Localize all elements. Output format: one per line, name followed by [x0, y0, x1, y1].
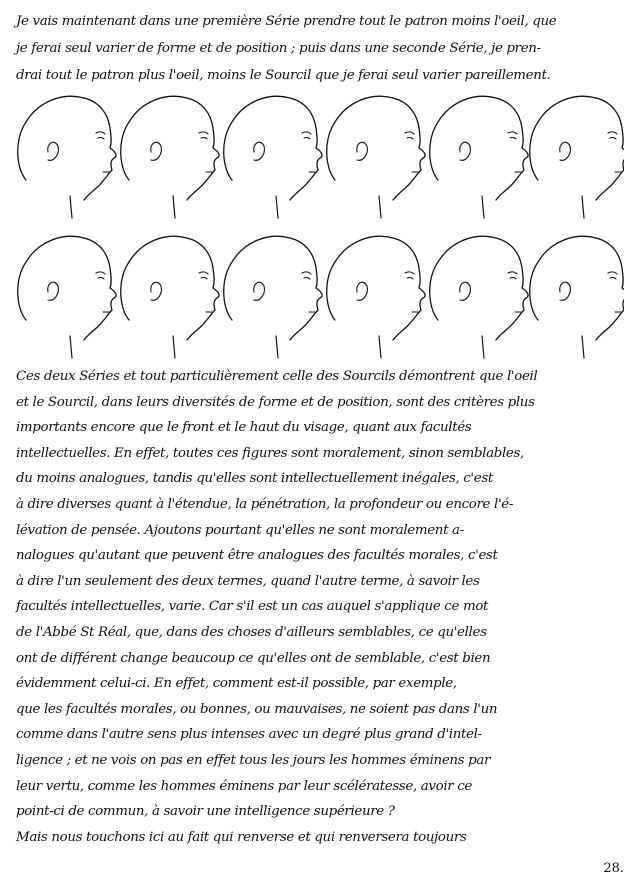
body-line: et le Sourcil, dans leurs diversités de forme et de position, sont des critères plus — [16, 394, 535, 410]
body-line: à dire l'un seulement des deux termes, quand l'autre terme, à savoir les — [16, 573, 480, 589]
page-number: 28. — [603, 861, 624, 876]
intro-line: je ferai seul varier de forme et de position ; puis dans une seconde Série, je pren- — [16, 41, 541, 56]
body-line: lévation de pensée. Ajoutons pourtant qu'elles ne sont moralement a- — [16, 522, 464, 538]
profile-sketch — [430, 236, 528, 358]
profile-sketch — [121, 96, 219, 218]
sketch-row-top — [18, 96, 624, 218]
body-line: nalogues qu'autant que peuvent être analogues des facultés morales, c'est — [16, 548, 498, 564]
profile-sketch — [530, 236, 624, 358]
intro-line: drai tout le patron plus l'oeil, moins le Sourcil que je ferai seul varier pareillement. — [16, 68, 551, 83]
body-line: comme dans l'autre sens plus intenses avec un degré plus grand d'intel- — [16, 727, 482, 743]
profile-sketch — [530, 96, 624, 218]
body-line: évidemment celui-ci. En effet, comment est-il possible, par exemple, — [16, 676, 457, 692]
body-line: importants encore que le front et le haut du visage, quant aux facultés — [16, 420, 472, 436]
profile-sketch — [327, 96, 425, 218]
profile-sketch — [18, 236, 116, 358]
profile-sketch — [224, 236, 322, 358]
body-line: point-ci de commun, à savoir une intelligence supérieure ? — [16, 804, 395, 820]
body-line: intellectuelles. En effet, toutes ces figures sont moralement, sinon semblables, — [16, 445, 524, 461]
body-line: à dire diverses quant à l'étendue, la pénétration, la profondeur ou encore l'é- — [16, 496, 514, 512]
profile-sketch — [430, 96, 528, 218]
body-line: de l'Abbé St Réal, que, dans des choses d'ailleurs semblables, ce qu'elles — [16, 624, 487, 640]
intro-paragraph — [16, 8, 628, 89]
profile-sketches — [12, 84, 624, 364]
intro-line: Je vais maintenant dans une première Série prendre tout le patron moins l'oeil, que — [16, 14, 557, 29]
profile-sketch — [18, 96, 116, 218]
body-line: que les facultés morales, ou bonnes, ou mauvaises, ne soient pas dans l'un — [16, 701, 498, 717]
body-line: facultés intellectuelles, varie. Car s'il est un cas auquel s'applique ce mot — [16, 599, 489, 615]
body-line: ont de différent change beaucoup ce qu'elles ont de semblable, c'est bien — [16, 650, 491, 666]
body-line: Mais nous touchons ici au fait qui renverse et qui renversera toujours — [16, 829, 467, 845]
body-paragraph — [16, 364, 628, 850]
profile-sketch — [224, 96, 322, 218]
body-line: Ces deux Séries et tout particulièrement celle des Sourcils démontrent que l'oeil — [16, 369, 538, 384]
profile-sketch — [121, 236, 219, 358]
profile-sketch-canvas — [12, 84, 624, 364]
body-line: leur vertu, comme les hommes éminens par leur scélératesse, avoir ce — [16, 778, 472, 794]
profile-sketch — [327, 236, 425, 358]
body-line: ligence ; et ne vois on pas en effet tous les jours les hommes éminens par — [16, 752, 491, 768]
body-line: du moins analogues, tandis qu'elles sont intellectuellement inégales, c'est — [16, 471, 493, 487]
sketch-row-bottom — [18, 236, 624, 358]
